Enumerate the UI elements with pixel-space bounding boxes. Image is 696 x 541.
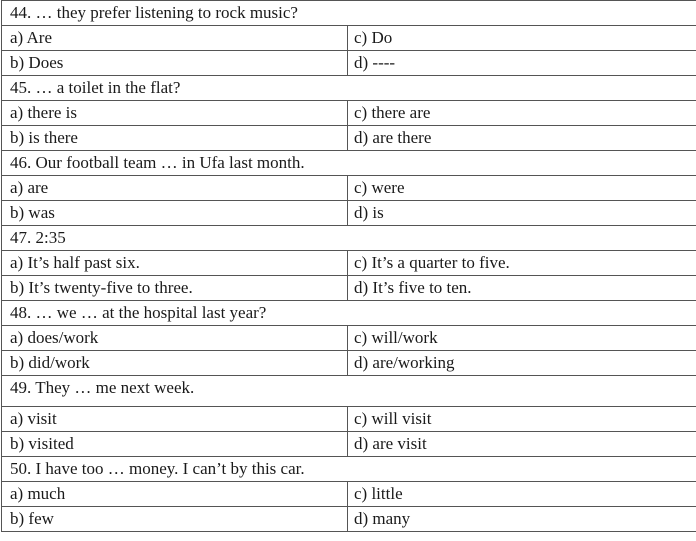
- answer-row: [2, 100, 696, 125]
- option-d[interactable]: d) are/working: [354, 353, 455, 372]
- answer-row: [2, 125, 696, 150]
- answer-row: [2, 250, 696, 275]
- option-d[interactable]: d) is: [354, 203, 384, 222]
- option-b[interactable]: b) few: [2, 507, 348, 531]
- question-47: [2, 225, 696, 250]
- option-a[interactable]: a) much: [2, 482, 348, 506]
- answer-row: [2, 481, 696, 506]
- question-text: 48. … we … at the hospital last year?: [10, 303, 267, 322]
- question-50: [2, 456, 696, 481]
- option-b[interactable]: b) visited: [2, 432, 348, 456]
- option-d[interactable]: d) many: [354, 509, 411, 528]
- question-text: 47. 2:35: [10, 228, 66, 247]
- option-b[interactable]: b) did/work: [2, 351, 348, 375]
- option-b[interactable]: b) Does: [2, 51, 348, 75]
- question-46: [2, 150, 696, 175]
- question-text: 44. … they prefer listening to rock music?: [10, 3, 298, 22]
- option-b[interactable]: b) was: [2, 201, 348, 225]
- answer-row: [2, 325, 696, 350]
- option-c[interactable]: c) there are: [354, 103, 431, 122]
- option-c[interactable]: c) were: [354, 178, 405, 197]
- answer-row: [2, 50, 696, 75]
- answer-row: [2, 275, 696, 300]
- question-44: [2, 0, 696, 25]
- option-c[interactable]: c) Do: [354, 28, 393, 47]
- question-text: 50. I have too … money. I can’t by this car.: [10, 459, 305, 478]
- answer-row: [2, 200, 696, 225]
- option-b[interactable]: b) It’s twenty-five to three.: [2, 276, 348, 300]
- option-a[interactable]: a) Are: [2, 26, 348, 50]
- question-49: [2, 375, 696, 406]
- option-a[interactable]: a) are: [2, 176, 348, 200]
- answer-row: [2, 350, 696, 375]
- answer-row: [2, 175, 696, 200]
- option-d[interactable]: d) ----: [354, 53, 396, 72]
- option-c[interactable]: c) will/work: [354, 328, 438, 347]
- question-45: [2, 75, 696, 100]
- answer-row: [2, 431, 696, 456]
- option-c[interactable]: c) will visit: [354, 409, 432, 428]
- option-a[interactable]: a) It’s half past six.: [2, 251, 348, 275]
- option-c[interactable]: c) It’s a quarter to five.: [354, 253, 510, 272]
- answer-row: [2, 406, 696, 431]
- option-a[interactable]: a) visit: [2, 407, 348, 431]
- question-48: [2, 300, 696, 325]
- option-a[interactable]: a) there is: [2, 101, 348, 125]
- option-d[interactable]: d) It’s five to ten.: [354, 278, 472, 297]
- option-d[interactable]: d) are visit: [354, 434, 427, 453]
- question-text: 45. … a toilet in the flat?: [10, 78, 181, 97]
- option-c[interactable]: c) little: [354, 484, 403, 503]
- option-b[interactable]: b) is there: [2, 126, 348, 150]
- option-d[interactable]: d) are there: [354, 128, 432, 147]
- answer-row: [2, 25, 696, 50]
- answer-row: [2, 506, 696, 531]
- test-sheet: [1, 0, 696, 532]
- option-a[interactable]: a) does/work: [2, 326, 348, 350]
- question-text: 46. Our football team … in Ufa last month.: [10, 153, 305, 172]
- question-text: 49. They … me next week.: [10, 378, 195, 397]
